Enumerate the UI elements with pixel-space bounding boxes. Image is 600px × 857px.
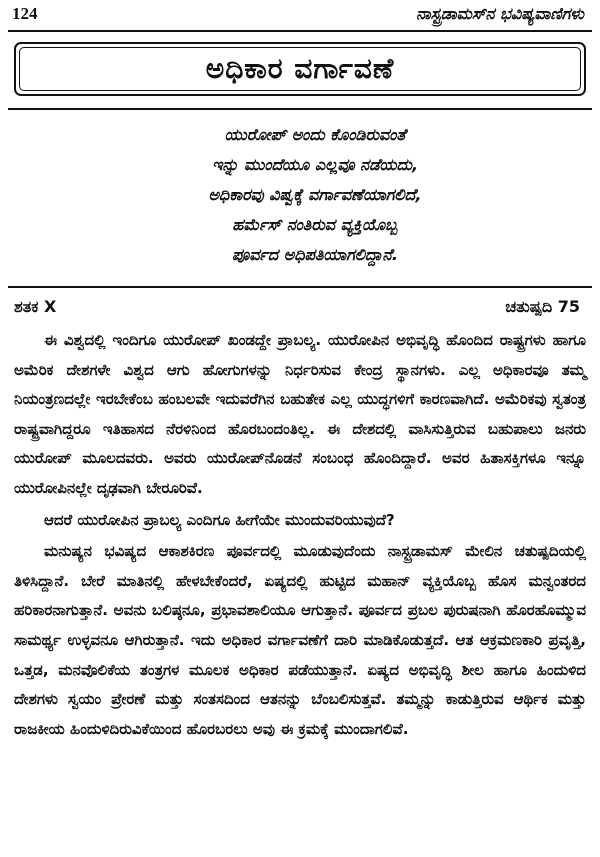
body-paragraph: ಮನುಷ್ಯನ ಭವಿಷ್ಯದ ಆಕಾಶಕಿರಣ ಪೂರ್ವದಲ್ಲಿ ಮೂಡುವುದೆಂದು ನಾಸ್ಟ್ರಡಾಮಸ್ ಮೇಲಿನ ಚತುಷ್ಪದಿಯಲ್ಲಿ ತಿಳಿಸಿದ್ದಾನೆ. ಬೇರೆ ಮಾತಿನಲ್ಲಿ ಹೇಳಬೇಕೆಂದರೆ, ಏಷ್ಯದಲ್ಲಿ ಹುಟ್ಟಿದ ಮಹಾನ್ ವ್ಯಕ್ತಿಯೊಬ್ಬ ಹೊಸ ಮನ್ವಂತರದ ಹರಿಕಾರನಾಗುತ್ತಾನೆ. ಅವನು ಬಲಿಷ್ಠನೂ, ಪ್ರಭಾವಶಾಲಿಯೂ ಆಗುತ್ತಾನೆ. ಪೂರ್ವದ ಪ್ರಬಲ ಪುರುಷನಾಗಿ ಹೊರಹೊಮ್ಮುವ ಸಾಮರ್ಥ್ಯ ಉಳ್ಳವನೂ ಆಗಿರುತ್ತಾನೆ. ಇದು ಅಧಿಕಾರ ವರ್ಗಾವಣೆಗೆ ದಾರಿ ಮಾಡಿಕೊಡುತ್ತದೆ. ಆತ ಆಕ್ರಮಣಕಾರಿ ಪ್ರವೃತ್ತಿ, ಒತ್ತಡ, ಮನವೊಲಿಕೆಯ ತಂತ್ರಗಳ ಮೂಲಕ ಅಧಿಕಾರ ಪಡೆಯುತ್ತಾನೆ. ಏಷ್ಯದ ಅಭಿವೃದ್ಧಿ ಶೀಲ ಹಾಗೂ ಹಿಂದುಳಿದ ದೇಶಗಳು ಸ್ವಯಂ ಪ್ರೇರಣೆ ಮತ್ತು ಸಂತಸದಿಂದ ಆತನನ್ನು ಬೆಂಬಲಿಸುತ್ತವೆ. ತಮ್ಮನ್ನು ಕಾಡುತ್ತಿರುವ ಆರ್ಥಿಕ ಮತ್ತು ರಾಜಕೀಯ ಹಿಂದುಳಿದಿರುವಿಕೆಯಿಂದ ಹೊರಬರಲು ಅವು ಈ ಕ್ರಮಕ್ಕೆ ಮುಂದಾಗಲಿವೆ. xyxy=(14,542,586,738)
verse-line: ಇನ್ನು ಮುಂದೆಯೂ ಎಲ್ಲವೂ ನಡೆಯದು, xyxy=(211,155,419,174)
verse-rule xyxy=(8,286,592,288)
quatrain-verse xyxy=(155,120,475,270)
body-paragraph: ಆದರೆ ಯುರೋಪಿನ ಪ್ರಾಬಲ್ಯ ಎಂದಿಗೂ ಹೀಗೆಯೇ ಮುಂದುವರಿಯುವುದೆ? xyxy=(44,510,395,529)
chapter-title-box xyxy=(14,42,586,96)
title-rule xyxy=(8,108,592,110)
verse-line: ಅಧಿಕಾರವು ವಿಷ್ವಕ್ಕೆ ವರ್ಗಾವಣೆಯಾಗಲಿದೆ, xyxy=(208,185,422,204)
verse-line: ಯುರೋಪ್ ಅಂದು ಕೊಂಡಿರುವಂತೆ xyxy=(224,125,406,144)
chapter-title: ಅಧಿಕಾರ ವರ್ಗಾವಣೆ xyxy=(205,52,395,85)
verse-line: ಹರ್ಮೆಸ್ ನಂತಿರುವ ವ್ಯಕ್ತಿಯೊಬ್ಬ xyxy=(232,215,398,234)
verse-line: ಪೂರ್ವದ ಅಧಿಪತಿಯಾಗಲಿದ್ದಾನೆ. xyxy=(231,245,398,264)
header-rule xyxy=(8,30,592,32)
page-number: 124 xyxy=(12,4,38,23)
body-paragraph: ಈ ವಿಶ್ವದಲ್ಲಿ ಇಂದಿಗೂ ಯುರೋಪ್ ಖಂಡದ್ದೇ ಪ್ರಾಬಲ್ಯ. ಯುರೋಪಿನ ಅಭಿವೃದ್ಧಿ ಹೊಂದಿದ ರಾಷ್ಟ್ರಗಳು ಹಾಗೂ ಅಮೆರಿಕ ದೇಶಗಳೇ ವಿಶ್ವದ ಆಗು ಹೋಗುಗಳನ್ನು ನಿರ್ಧರಿಸುವ ಕೇಂದ್ರ ಸ್ಥಾನಗಳು. ಎಲ್ಲ ಅಧಿಕಾರವೂ ತಮ್ಮ ನಿಯಂತ್ರಣದಲ್ಲೇ ಇರಬೇಕೆಂಬ ಹಂಬಲವೇ ಇದುವರೆಗಿನ ಬಹುತೇಕ ಎಲ್ಲ ಯುದ್ಧಗಳಿಗೆ ಕಾರಣವಾಗಿದೆ. ಅಮೆರಿಕವು ಸ್ವತಂತ್ರ ರಾಷ್ಟ್ರವಾಗಿದ್ದರೂ ಇತಿಹಾಸದ ನೆರಳಿನಿಂದ ಹೊರಬಂದಂತಿಲ್ಲ. ಈ ದೇಶದಲ್ಲಿ ವಾಸಿಸುತ್ತಿರುವ ಬಹುಪಾಲು ಜನರು ಯುರೋಪ್ ಮೂಲದವರು. ಅವರು ಯುರೋಪ್‌ನೊಡನೆ ಸಂಬಂಧ ಹೊಂದಿದ್ದಾರೆ. ಅವರ ಹಿತಾಸಕ್ತಿಗಳೂ ಇನ್ನೂ ಯುರೋಪಿನಲ್ಲೇ ದೃಢವಾಗಿ ಬೇರೂರಿವೆ. xyxy=(14,331,586,497)
commentary-body xyxy=(14,326,586,746)
century-label: ಶತಕ X xyxy=(14,297,57,316)
quatrain-label: ಚತುಷ್ಪದಿ 75 xyxy=(505,297,580,316)
running-head-title: ನಾಸ್ಟ್ರಡಾಮಸ್‌ನ ಭವಿಷ್ಯವಾಣಿಗಳು xyxy=(416,4,584,23)
